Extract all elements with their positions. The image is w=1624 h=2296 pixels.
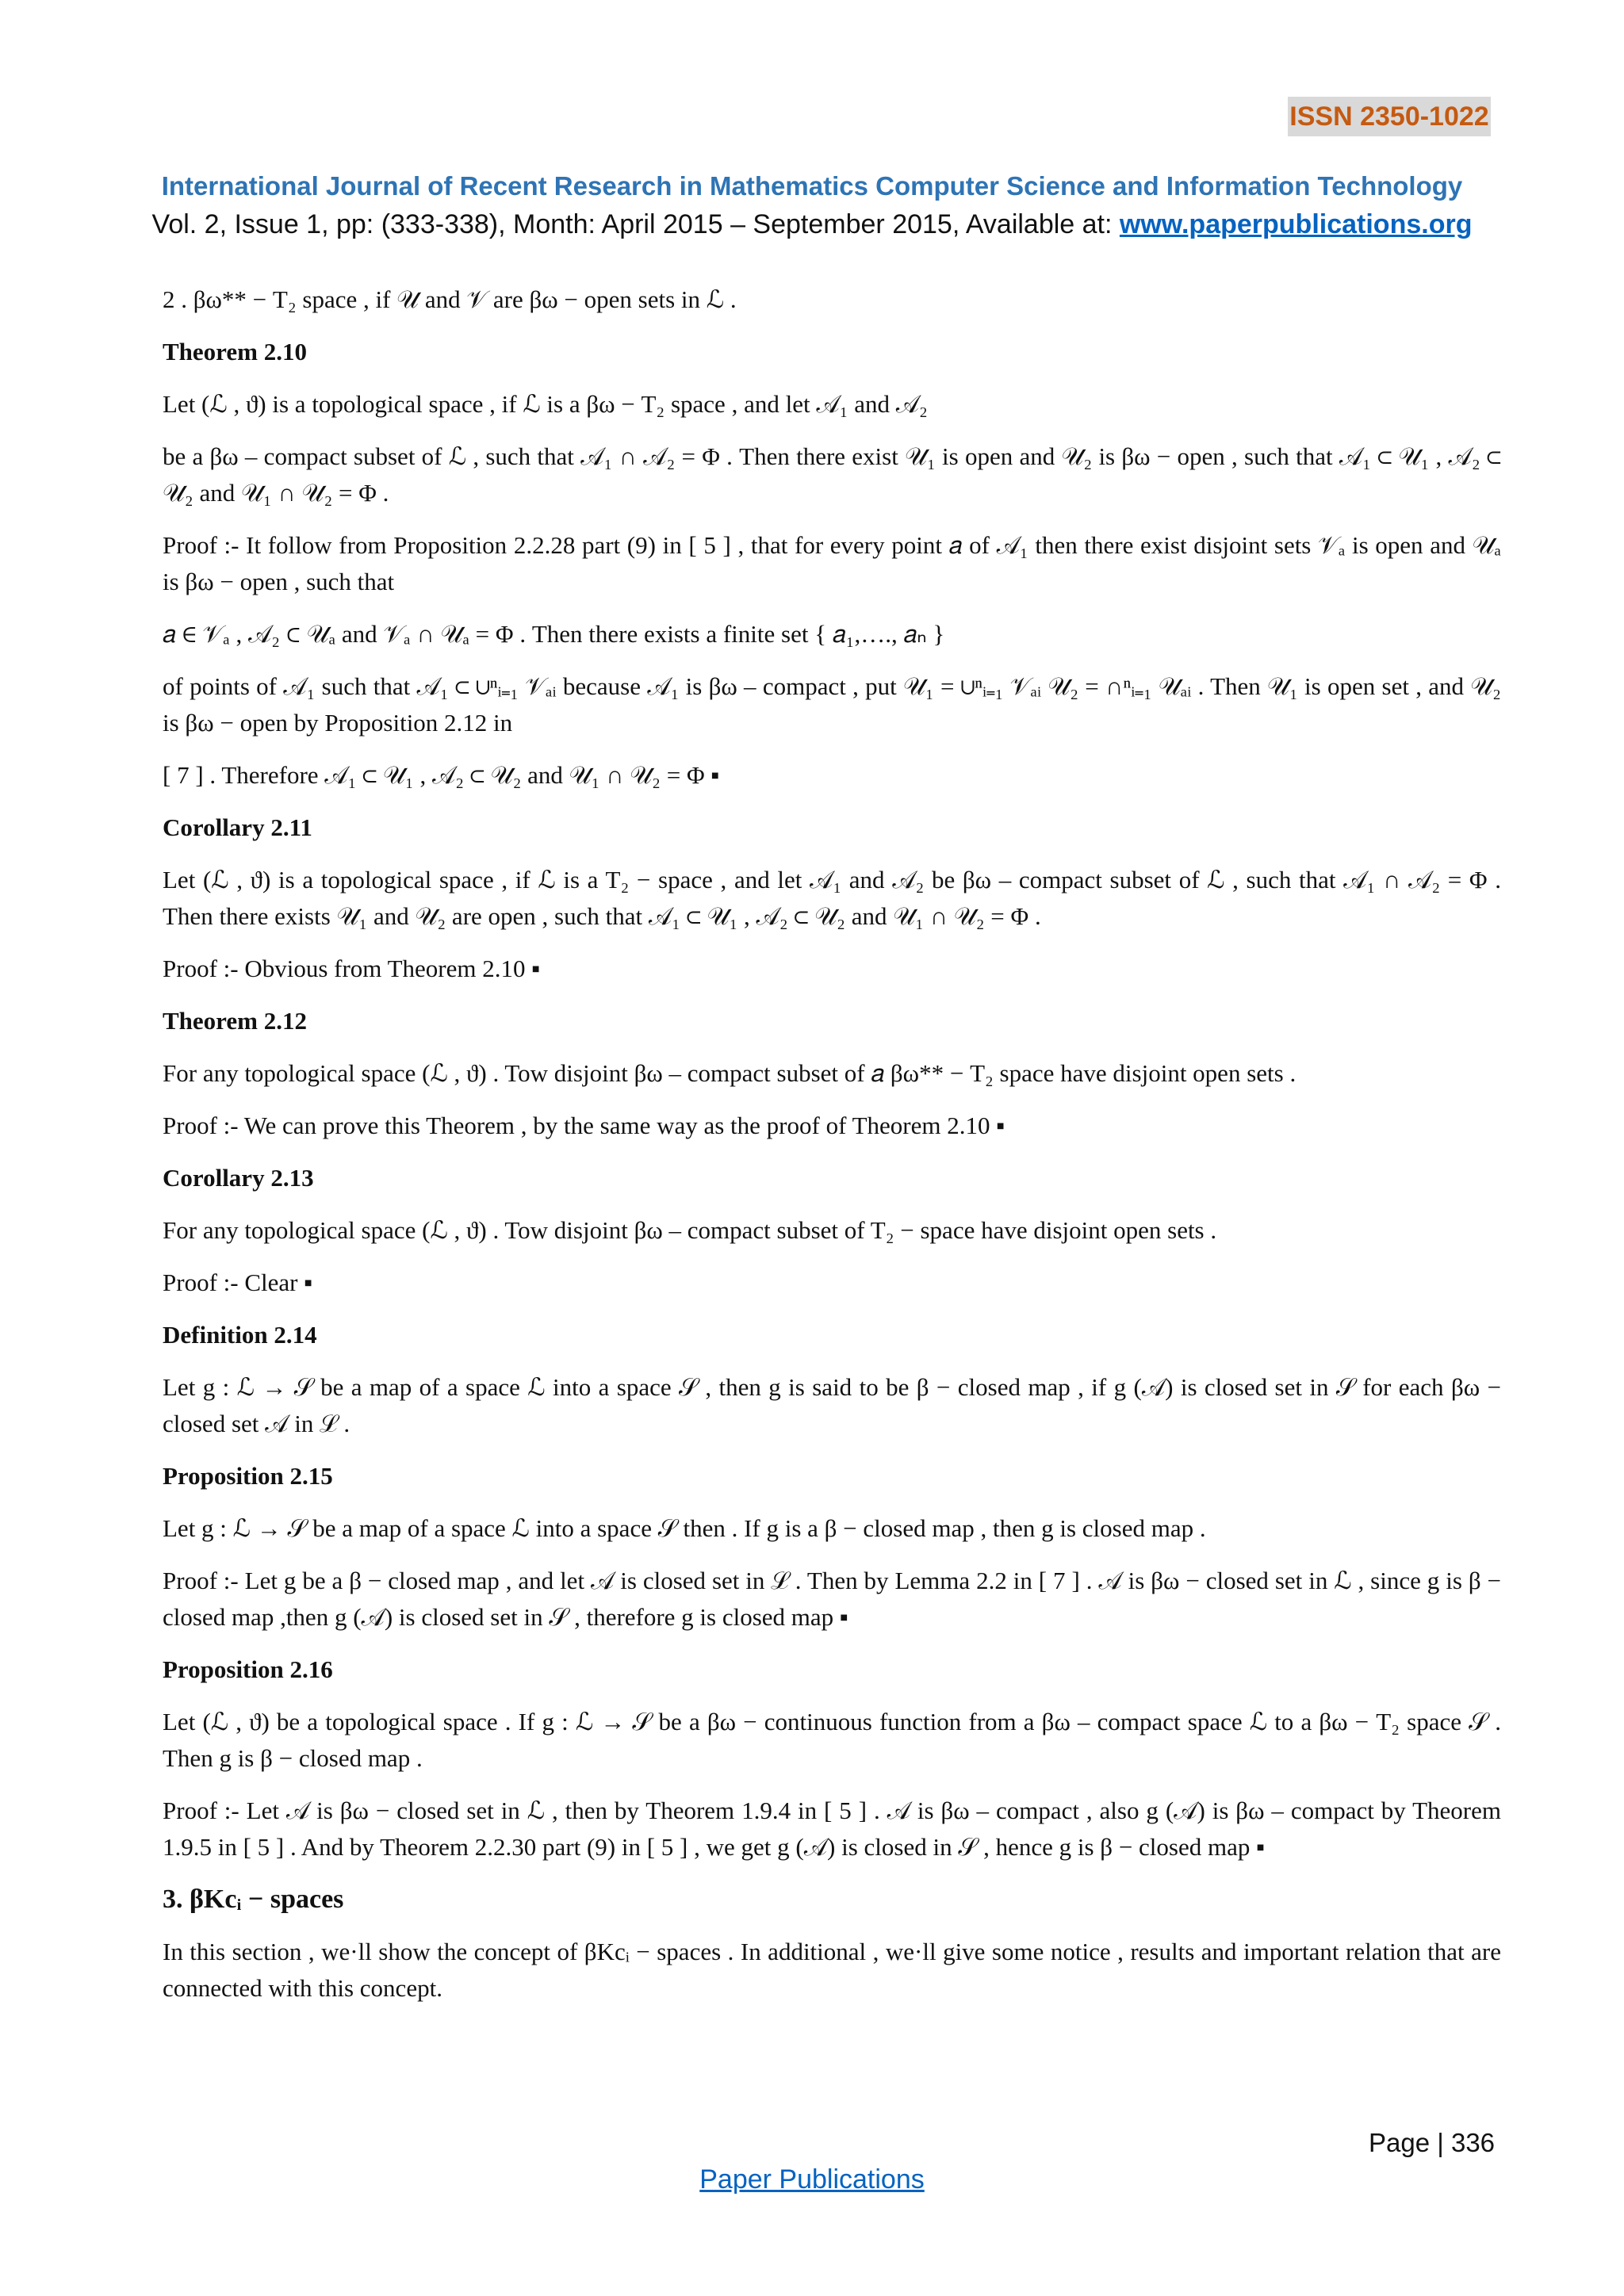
paragraph: Let g : ℒ → 𝒮 be a map of a space ℒ into a space 𝒮 then . If g is a β − closed map , then g is closed map .	[163, 1514, 1206, 1542]
proposition-heading: Proposition 2.15	[163, 1462, 333, 1490]
journal-url-link[interactable]: www.paperpublications.org	[1119, 209, 1473, 239]
publisher-link[interactable]: Paper Publications	[699, 2164, 925, 2195]
proof-paragraph: Proof :- Clear ▪	[163, 1269, 313, 1296]
paragraph: In this section , we·ll show the concept of βKcᵢ − spaces . In additional , we·ll give some notice , results and important relation that are connected with this concept.	[163, 1938, 1501, 2002]
journal-title: International Journal of Recent Research in Mathematics Computer Science and Information Technology	[161, 171, 1463, 201]
proof-paragraph: Proof :- Let 𝒜 is βω − closed set in ℒ , then by Theorem 1.9.4 in [ 5 ] . 𝒜 is βω – compact , also g (𝒜) is βω – compact by Theorem 1.9.5 in [ 5 ] . And by Theorem 2.2.30 part (9) in [ 5 ] , we get g (𝒜) is closed in 𝒮 , hence g is β − closed map ▪	[163, 1797, 1501, 1861]
proof-paragraph: Proof :- Obvious from Theorem 2.10 ▪	[163, 955, 541, 982]
volume-info: Vol. 2, Issue 1, pp: (333-338), Month: April 2015 – September 2015, Available at:	[151, 209, 1120, 239]
paragraph: For any topological space (ℒ , ϑ) . Tow disjoint βω – compact subset of 𝑎 βω** − T₂ space have disjoint open sets .	[163, 1059, 1297, 1087]
paragraph: Let (ℒ , ϑ) be a topological space . If g : ℒ → 𝒮 be a βω − continuous function from a βω – compact space ℒ to a βω − T₂ space 𝒮 . Then g is β − closed map .	[163, 1708, 1501, 1772]
paragraph: 2 . βω** − T₂ space , if 𝒰 and 𝒱 are βω − open sets in ℒ .	[163, 285, 737, 313]
paragraph: 𝑎 ∈ 𝒱ₐ , 𝒜₂ ⊂ 𝒰ₐ and 𝒱ₐ ∩ 𝒰ₐ = Φ . Then there exists a finite set { 𝑎₁,…., 𝑎ₙ }	[163, 620, 945, 648]
proof-paragraph: Proof :- We can prove this Theorem , by the same way as the proof of Theorem 2.10 ▪	[163, 1112, 1005, 1139]
paragraph: of points of 𝒜₁ such that 𝒜₁ ⊂ ∪ⁿᵢ₌₁ 𝒱ₐᵢ because 𝒜₁ is βω – compact , put 𝒰₁ = ∪ⁿᵢ₌₁ 𝒱ₐᵢ 𝒰₂ = ∩ⁿᵢ₌₁ 𝒰ₐᵢ . Then 𝒰₁ is open set , and 𝒰₂ is βω − open by Proposition 2.12 in	[163, 672, 1501, 737]
theorem-heading: Theorem 2.10	[163, 338, 307, 365]
definition-heading: Definition 2.14	[163, 1321, 317, 1349]
paragraph: For any topological space (ℒ , ϑ) . Tow disjoint βω – compact subset of T₂ − space have disjoint open sets .	[163, 1216, 1217, 1244]
page-number: Page | 336	[1369, 2128, 1496, 2157]
theorem-heading: Theorem 2.12	[163, 1007, 307, 1035]
paragraph: [ 7 ] . Therefore 𝒜₁ ⊂ 𝒰₁ , 𝒜₂ ⊂ 𝒰₂ and 𝒰₁ ∩ 𝒰₂ = Φ ▪	[163, 761, 720, 789]
proposition-heading: Proposition 2.16	[163, 1655, 333, 1683]
paragraph: Let g : ℒ → 𝒮 be a map of a space ℒ into a space 𝒮 , then g is said to be β − closed map , if g (𝒜) is closed set in 𝒮 for each βω − closed set 𝒜 in ℒ .	[163, 1373, 1501, 1437]
section-heading: 3. βKcᵢ − spaces	[163, 1885, 344, 1914]
proof-paragraph: Proof :- Let g be a β − closed map , and let 𝒜 is closed set in ℒ . Then by Lemma 2.2 in [ 7 ] . 𝒜 is βω − closed set in ℒ , since g is β − closed map ,then g (𝒜) is closed set in 𝒮 , therefore g is closed map ▪	[163, 1567, 1501, 1631]
corollary-heading: Corollary 2.13	[163, 1164, 314, 1192]
paragraph: be a βω – compact subset of ℒ , such that 𝒜₁ ∩ 𝒜₂ = Φ . Then there exist 𝒰₁ is open and 𝒰₂ is βω − open , such that 𝒜₁ ⊂ 𝒰₁ , 𝒜₂ ⊂ 𝒰₂ and 𝒰₁ ∩ 𝒰₂ = Φ .	[163, 442, 1501, 507]
footer	[0, 2164, 1624, 2195]
paragraph: Let (ℒ , ϑ) is a topological space , if ℒ is a T₂ − space , and let 𝒜₁ and 𝒜₂ be βω – compact subset of ℒ , such that 𝒜₁ ∩ 𝒜₂ = Φ . Then there exists 𝒰₁ and 𝒰₂ are open , such that 𝒜₁ ⊂ 𝒰₁ , 𝒜₂ ⊂ 𝒰₂ and 𝒰₁ ∩ 𝒰₂ = Φ .	[163, 866, 1501, 930]
paper-body	[163, 281, 1501, 2022]
paragraph: Let (ℒ , ϑ) is a topological space , if ℒ is a βω − T₂ space , and let 𝒜₁ and 𝒜₂	[163, 390, 928, 418]
volume-line	[0, 209, 1624, 240]
corollary-heading: Corollary 2.11	[163, 813, 312, 841]
proof-paragraph: Proof :- It follow from Proposition 2.2.28 part (9) in [ 5 ] , that for every point 𝑎 of 𝒜₁ then there exist disjoint sets 𝒱ₐ is open and 𝒰ₐ is βω − open , such that	[163, 531, 1501, 595]
issn-label: ISSN 2350-1022	[1288, 97, 1491, 136]
